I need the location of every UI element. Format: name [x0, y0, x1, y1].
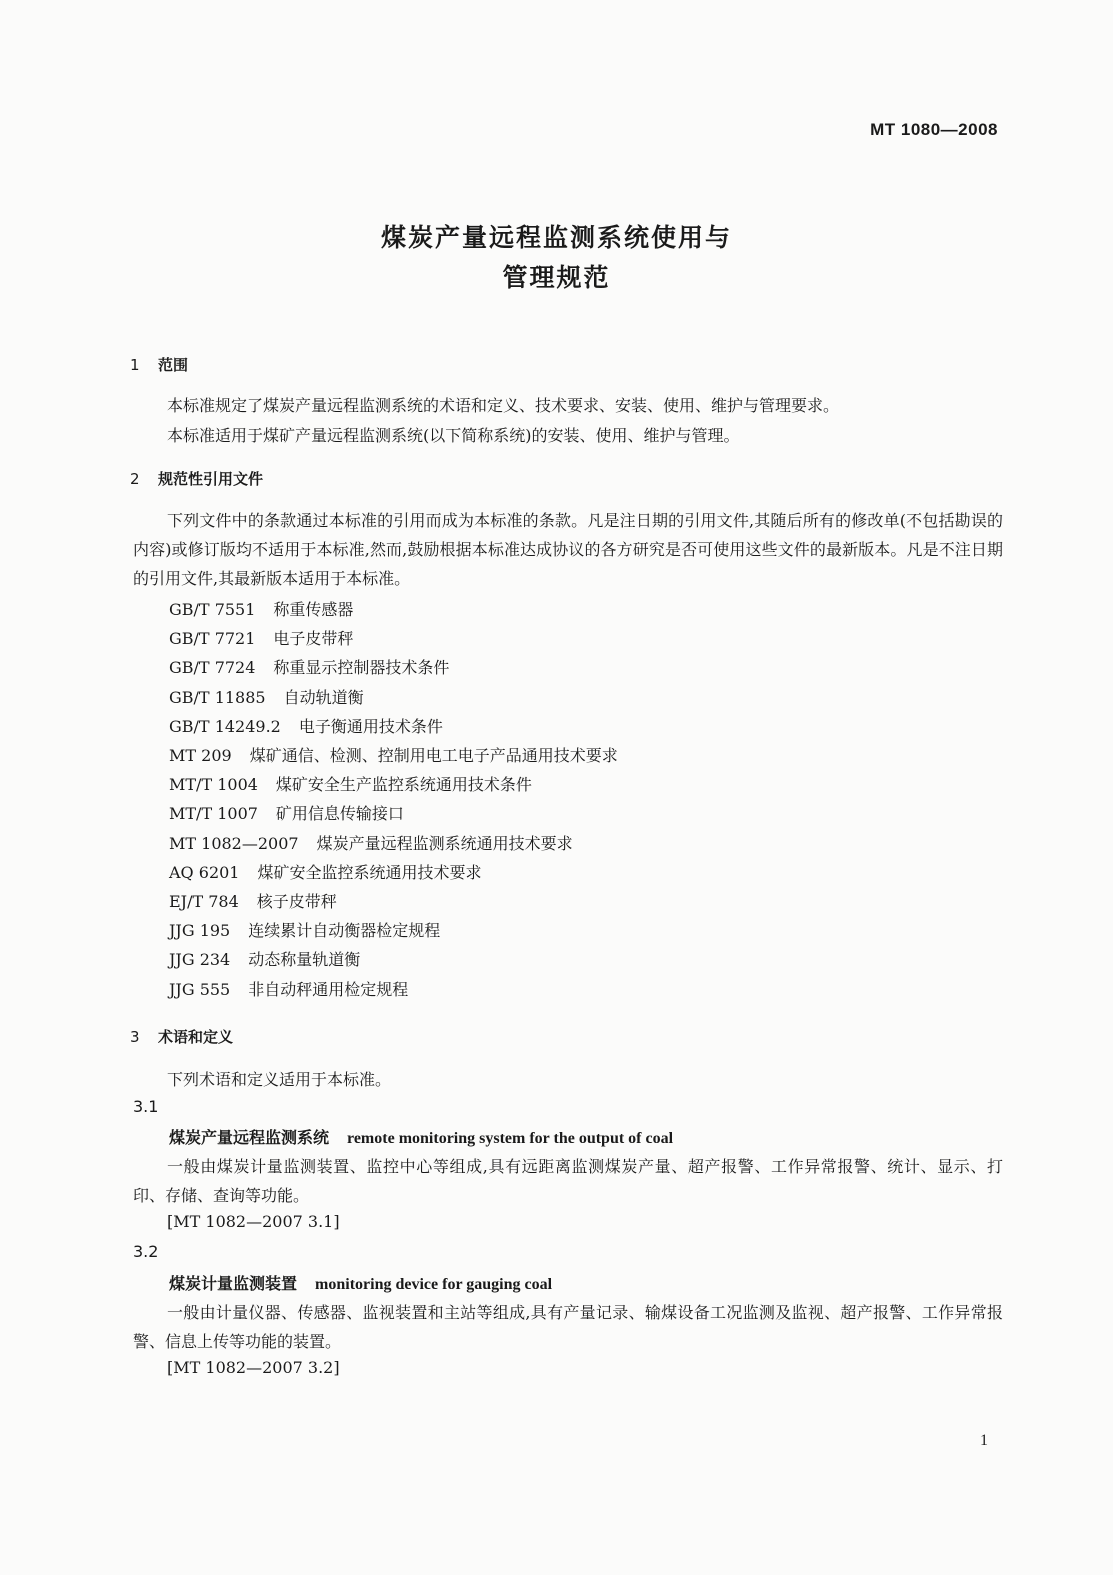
reference-item — [169, 626, 353, 649]
reference-code: JJG 555 — [169, 979, 231, 999]
reference-item — [169, 655, 449, 678]
reference-code: GB/T 14249.2 — [169, 716, 281, 736]
reference-title: 煤矿安全监控系统通用技术要求 — [257, 862, 482, 882]
reference-item — [169, 743, 618, 766]
reference-item — [169, 831, 573, 854]
reference-title: 称重传感器 — [273, 600, 354, 619]
reference-code: AQ 6201 — [169, 862, 240, 882]
reference-title: 电子皮带秤 — [273, 629, 354, 649]
document-title-line2: 管理规范 — [502, 263, 611, 292]
section-number: 3 — [130, 1028, 140, 1046]
section-title: 规范性引用文件 — [158, 470, 264, 488]
reference-title: 电子衡通用技术条件 — [298, 716, 443, 736]
reference-code: GB/T 7551 — [169, 600, 256, 619]
reference-code: GB/T 11885 — [169, 687, 266, 707]
reference-code: MT 209 — [169, 746, 232, 765]
section-title: 术语和定义 — [158, 1028, 234, 1046]
reference-code: MT/T 1004 — [169, 775, 258, 795]
reference-title: 矿用信息传输接口 — [275, 804, 404, 824]
term-english: monitoring device for gauging coal — [315, 1276, 553, 1293]
reference-title: 煤炭产量远程监测系统通用技术要求 — [316, 833, 573, 853]
term-number: 3.2 — [133, 1242, 159, 1261]
reference-code: MT 1082—2007 — [169, 833, 299, 853]
section-title: 范围 — [158, 356, 189, 374]
reference-title: 动态称量轨道衡 — [248, 950, 361, 970]
section-2-heading — [130, 468, 263, 489]
normative-references-intro: 下列文件中的条款通过本标准的引用而成为本标准的条款。凡是注日期的引用文件,其随后所有的修改单(不包括勘误的内容)或修订版均不适用于本标准,然而,鼓励根据本标准达成协议的各方研究是否可使用这些文件的最新版本。凡是不注日期的引用文件,其最新版本适用于本标准。 — [133, 511, 1003, 588]
reference-item — [169, 860, 482, 883]
section-1-heading — [130, 354, 188, 375]
reference-item — [169, 947, 360, 970]
term-definition: 一般由计量仪器、传感器、监视装置和主站等组成,具有产量记录、输煤设备工况监测及监视、超产报警、工作异常报警、信息上传等功能的装置。 — [133, 1303, 1003, 1351]
page-number: 1 — [980, 1432, 988, 1449]
term-chinese: 煤炭产量远程监测系统 — [169, 1128, 330, 1147]
reference-code: GB/T 7721 — [169, 629, 256, 649]
term-citation: [MT 1082—2007 3.1] — [167, 1212, 340, 1231]
reference-item — [169, 977, 408, 1000]
scope-paragraph-1: 本标准规定了煤炭产量远程监测系统的术语和定义、技术要求、安装、使用、维护与管理要求。 — [167, 396, 840, 415]
terms-intro: 下列术语和定义适用于本标准。 — [167, 1070, 392, 1089]
section-number: 1 — [130, 356, 140, 374]
reference-item — [169, 597, 353, 620]
reference-item — [169, 918, 440, 941]
reference-code: MT/T 1007 — [169, 804, 258, 824]
scope-paragraph-2: 本标准适用于煤矿产量远程监测系统(以下简称系统)的安装、使用、维护与管理。 — [167, 426, 740, 445]
reference-title: 自动轨道衡 — [283, 687, 364, 707]
term-definition: 一般由煤炭计量监测装置、监控中心等组成,具有远距离监测煤炭产量、超产报警、工作异常报警、统计、显示、打印、存储、查询等功能。 — [133, 1157, 1003, 1205]
document-title-line1: 煤炭产量远程监测系统使用与 — [380, 223, 732, 252]
reference-code: JJG 234 — [169, 950, 231, 970]
reference-title: 称重显示控制器技术条件 — [273, 658, 450, 678]
reference-code: GB/T 7724 — [169, 658, 256, 678]
term-citation: [MT 1082—2007 3.2] — [167, 1358, 340, 1377]
reference-item — [169, 801, 404, 824]
standard-code: MT 1080—2008 — [870, 120, 998, 139]
reference-code: EJ/T 784 — [169, 892, 239, 911]
reference-title: 煤矿通信、检测、控制用电工电子产品通用技术要求 — [249, 746, 618, 765]
section-number: 2 — [130, 470, 140, 488]
reference-title: 煤矿安全生产监控系统通用技术条件 — [275, 775, 532, 795]
section-3-heading — [130, 1026, 233, 1047]
term-heading — [169, 1125, 673, 1148]
reference-item — [169, 889, 337, 912]
term-chinese: 煤炭计量监测装置 — [169, 1274, 298, 1293]
reference-item — [169, 714, 443, 737]
term-english: remote monitoring system for the output of coal — [347, 1130, 674, 1147]
term-number: 3.1 — [133, 1097, 159, 1116]
reference-title: 连续累计自动衡器检定规程 — [248, 921, 441, 941]
term-heading — [169, 1271, 552, 1294]
reference-title: 非自动秤通用检定规程 — [248, 979, 409, 999]
reference-title: 核子皮带秤 — [256, 892, 337, 911]
reference-code: JJG 195 — [169, 921, 231, 941]
reference-item — [169, 772, 532, 795]
reference-item — [169, 685, 364, 708]
